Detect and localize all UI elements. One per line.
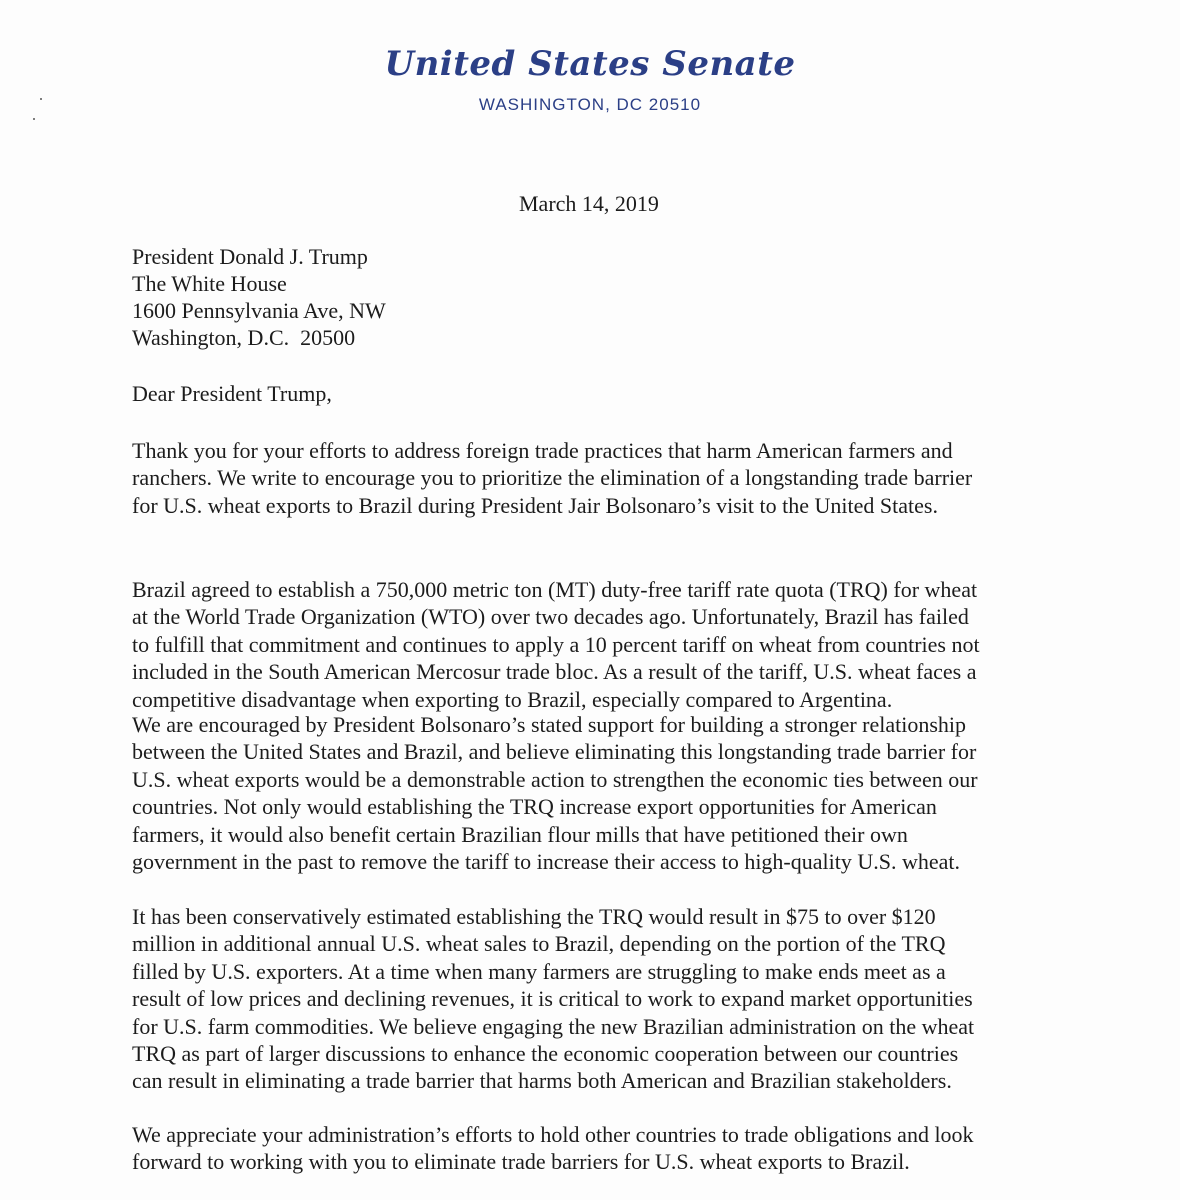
letterhead-title: United States Senate	[384, 44, 796, 84]
text-line: million in additional annual U.S. wheat sales to Brazil, depending on the portion of the TRQ	[132, 931, 946, 957]
text-line: TRQ as part of larger discussions to enhance the economic cooperation between our countries	[132, 1041, 959, 1067]
text-line: ranchers. We write to encourage you to prioritize the elimination of a longstanding trade barrier	[132, 465, 973, 491]
address-line: The White House	[132, 271, 287, 296]
recipient-address	[132, 243, 386, 351]
text-line: for U.S. farm commodities. We believe engaging the new Brazilian administration on the wheat	[132, 1013, 975, 1039]
text-line: Thank you for your efforts to address foreign trade practices that harm American farmers and	[132, 438, 953, 463]
text-line: between the United States and Brazil, and believe eliminating this longstanding trade barrier for	[132, 739, 977, 765]
text-line: result of low prices and declining revenues, it is critical to work to expand market opportunities	[132, 986, 973, 1012]
text-line: to fulfill that commitment and continues to apply a 10 percent tariff on wheat from countries not	[132, 631, 980, 657]
text-line: government in the past to remove the tariff to increase their access to high-quality U.S. wheat.	[132, 849, 961, 875]
salutation: Dear President Trump,	[132, 381, 332, 406]
paragraph-2	[132, 576, 1062, 713]
text-line: We are encouraged by President Bolsonaro’s stated support for building a stronger relationship	[132, 712, 967, 737]
text-line: included in the South American Mercosur trade bloc. As a result of the tariff, U.S. wheat faces a	[132, 659, 977, 685]
text-line: forward to working with you to eliminate trade barriers for U.S. wheat exports to Brazil.	[132, 1149, 910, 1175]
text-line: We appreciate your administration’s efforts to hold other countries to trade obligations and look	[132, 1122, 974, 1147]
paragraph-1	[132, 437, 1062, 519]
paragraph-4	[132, 903, 1062, 1095]
letter-date: March 14, 2019	[519, 191, 659, 216]
address-line: Washington, D.C. 20500	[132, 325, 356, 350]
text-line: filled by U.S. exporters. At a time when many farmers are struggling to make ends meet as a	[132, 958, 946, 984]
scan-speck	[33, 118, 35, 120]
text-line: competitive disadvantage when exporting to Brazil, especially compared to Argentina.	[132, 686, 893, 712]
text-line: Brazil agreed to establish a 750,000 metric ton (MT) duty-free tariff rate quota (TRQ) for wheat	[132, 577, 978, 602]
text-line: It has been conservatively estimated establishing the TRQ would result in $75 to over $120	[132, 904, 936, 929]
paragraph-5	[132, 1121, 1062, 1176]
text-line: U.S. wheat exports would be a demonstrable action to strengthen the economic ties between our	[132, 766, 978, 792]
paragraph-3	[132, 711, 1062, 875]
text-line: can result in eliminating a trade barrier that harms both American and Brazilian stakeholders.	[132, 1068, 952, 1094]
text-line: farmers, it would also benefit certain Brazilian flour mills that have petitioned their own	[132, 821, 908, 847]
letterhead-address: WASHINGTON, DC 20510	[478, 95, 702, 114]
text-line: countries. Not only would establishing the TRQ increase export opportunities for American	[132, 794, 937, 820]
address-line: 1600 Pennsylvania Ave, NW	[132, 298, 386, 323]
text-line: for U.S. wheat exports to Brazil during President Jair Bolsonaro’s visit to the United States.	[132, 492, 938, 518]
text-line: at the World Trade Organization (WTO) over two decades ago. Unfortunately, Brazil has failed	[132, 604, 969, 630]
address-line: President Donald J. Trump	[132, 244, 368, 269]
